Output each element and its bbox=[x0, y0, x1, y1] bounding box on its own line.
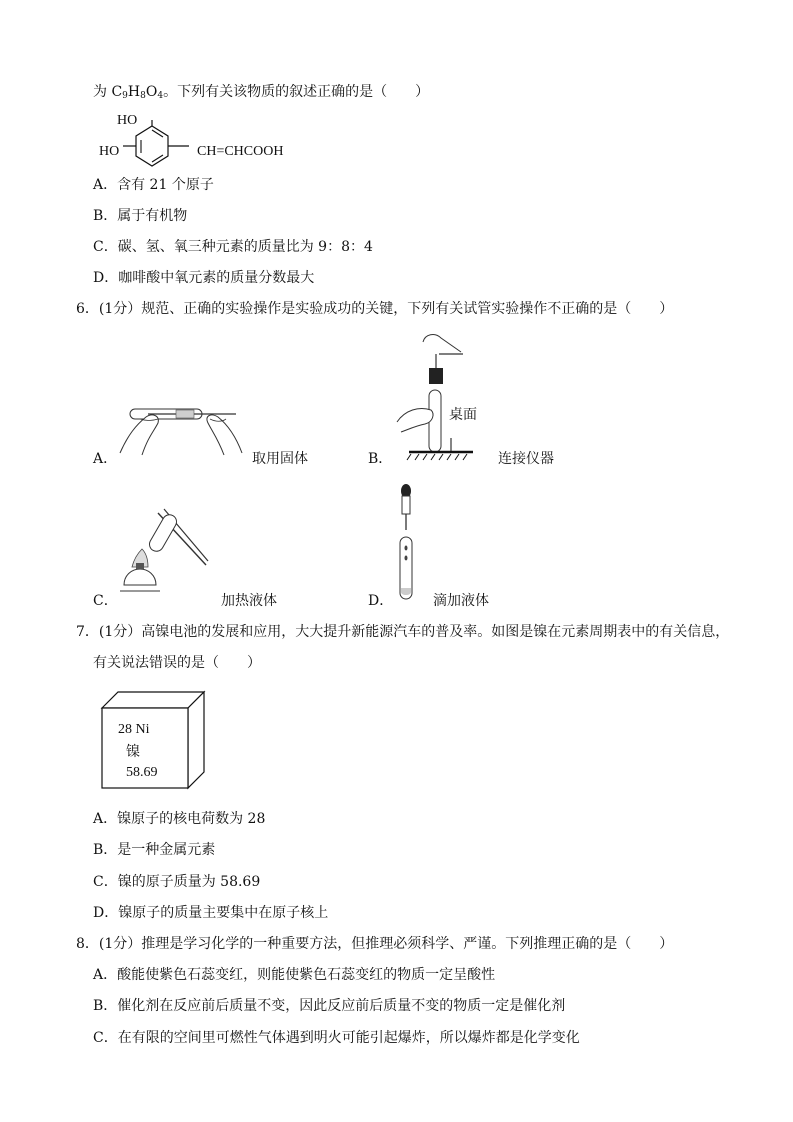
q5-option-a: A．含有 21 个原子 bbox=[93, 177, 214, 193]
q6-option-c-letter: C． bbox=[93, 593, 118, 609]
q7-option-b: B．是一种金属元素 bbox=[93, 842, 216, 858]
q7-option-c: C．镍的原子质量为 58.69 bbox=[93, 874, 261, 890]
q6-option-d-caption: 滴加液体 bbox=[433, 593, 489, 609]
q8-option-c: C．在有限的空间里可燃性气体遇到明火可能引起爆炸，所以爆炸都是化学变化 bbox=[93, 1030, 580, 1046]
q7-option-d: D．镍原子的质量主要集中在原子核上 bbox=[93, 905, 329, 921]
q8-option-b: B．催化剂在反应前后质量不变，因此反应前后质量不变的物质一定是催化剂 bbox=[93, 998, 566, 1014]
connect-apparatus-illustration bbox=[395, 330, 485, 465]
q7-option-a: A．镍原子的核电荷数为 28 bbox=[93, 811, 266, 827]
drop-liquid-illustration bbox=[392, 482, 422, 604]
q6-stem: 6．(1分）规范、正确的实验操作是实验成功的关键，下列有关试管实验操作不正确的是（ ） bbox=[76, 301, 674, 317]
q5-option-d: D．咖啡酸中氧元素的质量分数最大 bbox=[93, 270, 315, 286]
q6-option-d-letter: D． bbox=[368, 593, 394, 609]
q8-stem: 8．(1分）推理是学习化学的一种重要方法，但推理必须科学、严谨。下列推理正确的是（ ） bbox=[76, 936, 674, 952]
nickel-element-cell bbox=[100, 690, 210, 790]
element-number-symbol: 28 Ni bbox=[118, 722, 150, 737]
q7-stem-line1: 7．(1分）高镍电池的发展和应用，大大提升新能源汽车的普及率。如图是镍在元素周期表中的有关信息， bbox=[76, 624, 730, 640]
q5-intro: 为 $C_9H_8O_4$。下列有关该物质的叙述正确的是（ ） bbox=[93, 84, 430, 101]
heat-liquid-illustration bbox=[118, 505, 213, 600]
q6-option-b-letter: B． bbox=[368, 451, 393, 467]
q8-option-a: A．酸能使紫色石蕊变红，则能使紫色石蕊变红的物质一定呈酸性 bbox=[93, 967, 496, 983]
q5-option-b: B．属于有机物 bbox=[93, 208, 188, 224]
q6-option-a-caption: 取用固体 bbox=[252, 451, 308, 467]
q6-option-b-caption: 连接仪器 bbox=[498, 451, 554, 467]
structure-ho-top: HO bbox=[117, 113, 138, 128]
element-mass: 58.69 bbox=[126, 765, 158, 780]
structure-chain: CH=CHCOOH bbox=[197, 144, 284, 159]
element-name: 镍 bbox=[126, 745, 140, 760]
q6-option-c-caption: 加热液体 bbox=[221, 593, 277, 609]
take-solid-illustration bbox=[118, 395, 248, 460]
q5-option-c: C．碳、氢、氧三种元素的质量比为 9：8：4 bbox=[93, 239, 373, 255]
q6-option-a-letter: A． bbox=[93, 451, 118, 467]
structure-ho-left: HO bbox=[99, 144, 120, 159]
desk-label: 桌面 bbox=[449, 407, 477, 423]
q7-stem-line2: 有关说法错误的是（ ） bbox=[93, 655, 261, 671]
caffeic-acid-structure bbox=[95, 110, 305, 170]
